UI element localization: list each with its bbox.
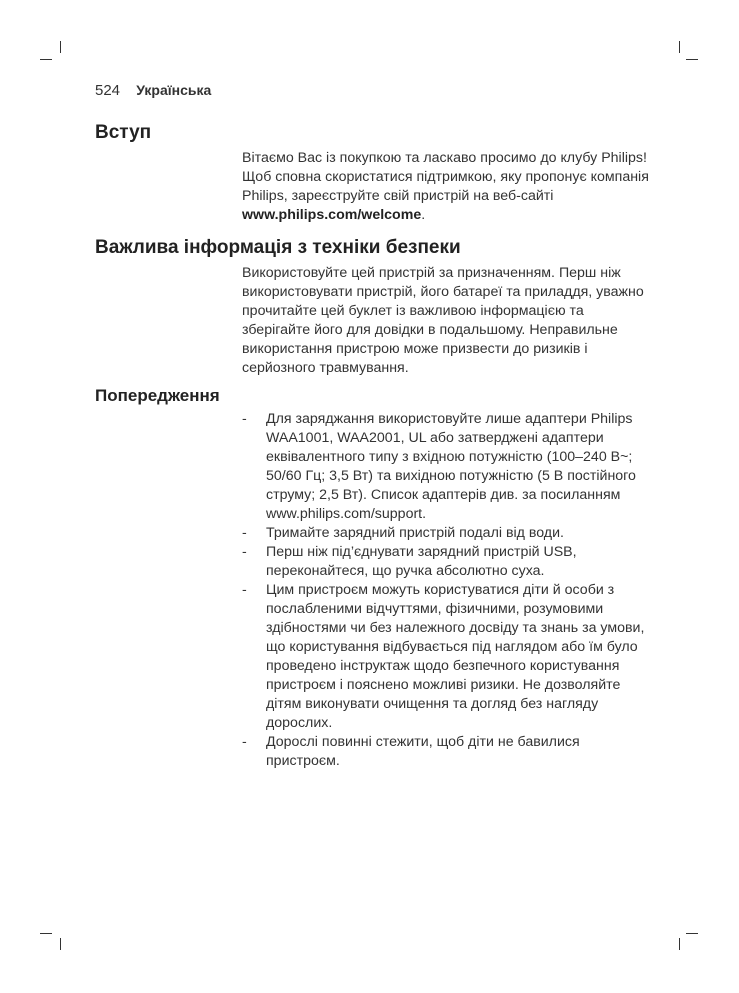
bullet-dash: -	[242, 525, 247, 541]
list-item	[242, 581, 652, 733]
crop-mark	[679, 938, 680, 950]
welcome-link[interactable]: www.philips.com/welcome	[242, 207, 422, 223]
bullet-dash: -	[242, 582, 247, 598]
warning-list	[242, 410, 652, 771]
safety-heading: Важлива інформація з техніки безпеки	[95, 237, 461, 258]
list-item-text: Для заряджання використовуйте лише адаптери Philips WAA1001, WAA2001, UL або затверджені адаптери еквівалентного типу з вхідною потужністю (100–240 В~; 50/60 Гц; 3,5 Вт) та вихідною потужністю (5 В постійного струму; 2,5 Вт). Список адаптерів див. за посиланням www.philips.com/support.	[266, 411, 636, 522]
crop-mark	[40, 59, 52, 60]
bullet-dash: -	[242, 544, 247, 560]
crop-mark	[679, 41, 680, 53]
crop-mark	[686, 59, 698, 60]
list-item-text: Тримайте зарядний пристрій подалі від води.	[266, 525, 564, 541]
crop-mark	[40, 933, 52, 934]
warning-heading: Попередження	[95, 386, 220, 405]
bullet-dash: -	[242, 734, 247, 750]
list-item-text: Цим пристроєм можуть користуватися діти й особи з послабленими відчуттями, фізичними, розумовими здібностями чи без належного досвіду та знань за умови, що користування відбувається під наглядом або їм було проведено інструктаж щодо безпечного користування пристроєм і пояснено можливі ризики. Не дозволяйте дітям виконувати очищення та догляд без нагляду дорослих.	[266, 582, 645, 731]
list-item	[242, 543, 652, 581]
page-number: 524	[95, 82, 121, 99]
list-item-text: Дорослі повинні стежити, щоб діти не бавилися пристроєм.	[266, 734, 580, 769]
intro-text: Вітаємо Вас із покупкою та ласкаво просимо до клубу Philips! Щоб сповна скористатися підтримкою, яку пропонує компанія Philips, зареєструйте свій пристрій на веб-сайті	[242, 150, 649, 204]
safety-paragraph: Використовуйте цей пристрій за призначенням. Перш ніж використовувати пристрій, його батареї та приладдя, уважно прочитайте цей буклет із важливою інформацією та зберігайте його для довідки в подальшому. Неправильне використання пристрою може призвести до ризиків і серйозного травмування.	[242, 265, 644, 376]
page-header	[95, 82, 211, 99]
list-item-text: Перш ніж під’єднувати зарядний пристрій USB, переконайтеся, що ручка абсолютно суха.	[266, 544, 577, 579]
list-item	[242, 410, 652, 524]
crop-mark	[60, 938, 61, 950]
crop-mark	[686, 933, 698, 934]
language-label: Українська	[136, 82, 212, 98]
crop-mark	[60, 41, 61, 53]
intro-heading: Вступ	[95, 122, 152, 143]
intro-text-end: .	[421, 207, 426, 223]
list-item	[242, 733, 652, 771]
list-item	[242, 524, 652, 543]
intro-paragraph	[242, 149, 652, 225]
bullet-dash: -	[242, 411, 247, 427]
